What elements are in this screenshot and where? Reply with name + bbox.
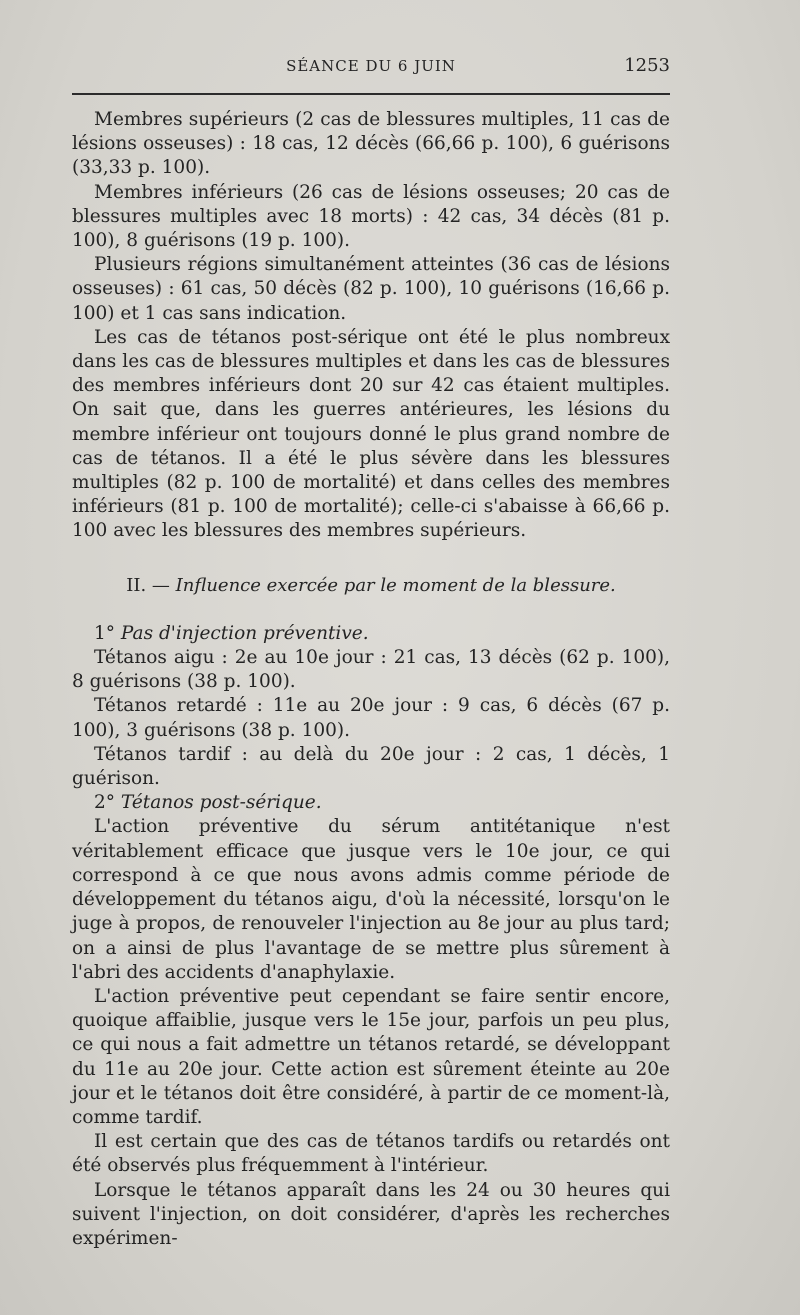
- page-body: [72, 108, 670, 1251]
- paragraph-delayed-tetanus: Tétanos retardé : 11e au 20e jour : 9 cas, 6 décès (67 p. 100), 3 guérisons (38 p. 100).: [72, 695, 670, 741]
- paragraph-weakened-action: L'action préventive peut cependant se faire sentir encore, quoique affaiblie, jusque vers le 15e jour, parfois un peu plus, ce qui nous a fait admettre un tétanos retardé, se développant du 11e au 20e jour. Cette action est sûrement éteinte au 20e jour et le tétanos doit être considéré, à partir de ce moment-là, comme tardif.: [72, 985, 670, 1128]
- paragraph-multiple-regions: Plusieurs régions simultanément atteintes (36 cas de lésions osseuses) : 61 cas, 50 décès (82 p. 100), 10 guérisons (16,66 p. 100) et 1 cas sans indication.: [72, 254, 670, 324]
- subheading-post-serum: [72, 791, 670, 815]
- paragraph-acute-tetanus: Tétanos aigu : 2e au 10e jour : 21 cas, 13 décès (62 p. 100), 8 guérisons (38 p. 100).: [72, 647, 670, 693]
- paragraph-post-serum-cases: Les cas de tétanos post-sérique ont été le plus nombreux dans les cas de blessures multiples et dans les cas de blessures des membres inférieurs dont 20 sur 42 cas étaient multiples. On sait que, dans les guerres antérieures, les lésions du membre inférieur ont toujours donné le plus grand nombre de cas de tétanos. Il a été le plus sévère dans les blessures multiples (82 p. 100 de mortalité) et dans celles des membres inférieurs (81 p. 100 de mortalité); celle-ci s'abaisse à 66,66 p. 100 avec les blessures des membres supérieurs.: [72, 326, 670, 542]
- section-number: II. —: [126, 574, 170, 596]
- subheading-number: 2°: [94, 792, 116, 814]
- page-number: 1253: [624, 55, 670, 76]
- subheading-title: Tétanos post-sérique.: [120, 792, 322, 814]
- subheading-title: Pas d'injection préventive.: [120, 622, 369, 644]
- section-heading: [72, 574, 670, 598]
- subheading-number: 1°: [94, 622, 116, 644]
- section-title: Influence exercée par le moment de la blessure.: [175, 574, 616, 596]
- paragraph-interior-cases: Il est certain que des cas de tétanos tardifs ou retardés ont été observés plus fréquemment à l'intérieur.: [72, 1131, 670, 1177]
- paragraph-preventive-action: L'action préventive du sérum antitétanique n'est véritablement efficace que jusque vers le 10e jour, ce qui correspond à ce que nous avons admis comme période de développement du tétanos aigu, d'où la nécessité, lorsqu'on le juge à propos, de renouveler l'injection au 8e jour au plus tard; on a ainsi de plus l'avantage de se mettre plus sûrement à l'abri des accidents d'anaphylaxie.: [72, 816, 670, 983]
- paragraph-late-tetanus: Tétanos tardif : au delà du 20e jour : 2 cas, 1 décès, 1 guérison.: [72, 743, 670, 790]
- subheading-no-injection: [72, 622, 670, 646]
- paragraph-lower-limbs: Membres inférieurs (26 cas de lésions osseuses; 20 cas de blessures multiples avec 18 morts) : 42 cas, 34 décès (81 p. 100), 8 guérisons (19 p. 100).: [72, 181, 670, 252]
- running-title: SÉANCE DU 6 JUIN: [286, 57, 456, 75]
- page-header: [72, 52, 670, 82]
- paragraph-onset-after-injection: Lorsque le tétanos apparaît dans les 24 ou 30 heures qui suivent l'injection, on doit considérer, d'après les recherches expérimen-: [72, 1179, 670, 1249]
- paragraph-upper-limbs: Membres supérieurs (2 cas de blessures multiples, 11 cas de lésions osseuses) : 18 cas, 12 décès (66,66 p. 100), 6 guérisons (33,33 p. 100).: [72, 109, 670, 179]
- header-rule: [72, 93, 670, 95]
